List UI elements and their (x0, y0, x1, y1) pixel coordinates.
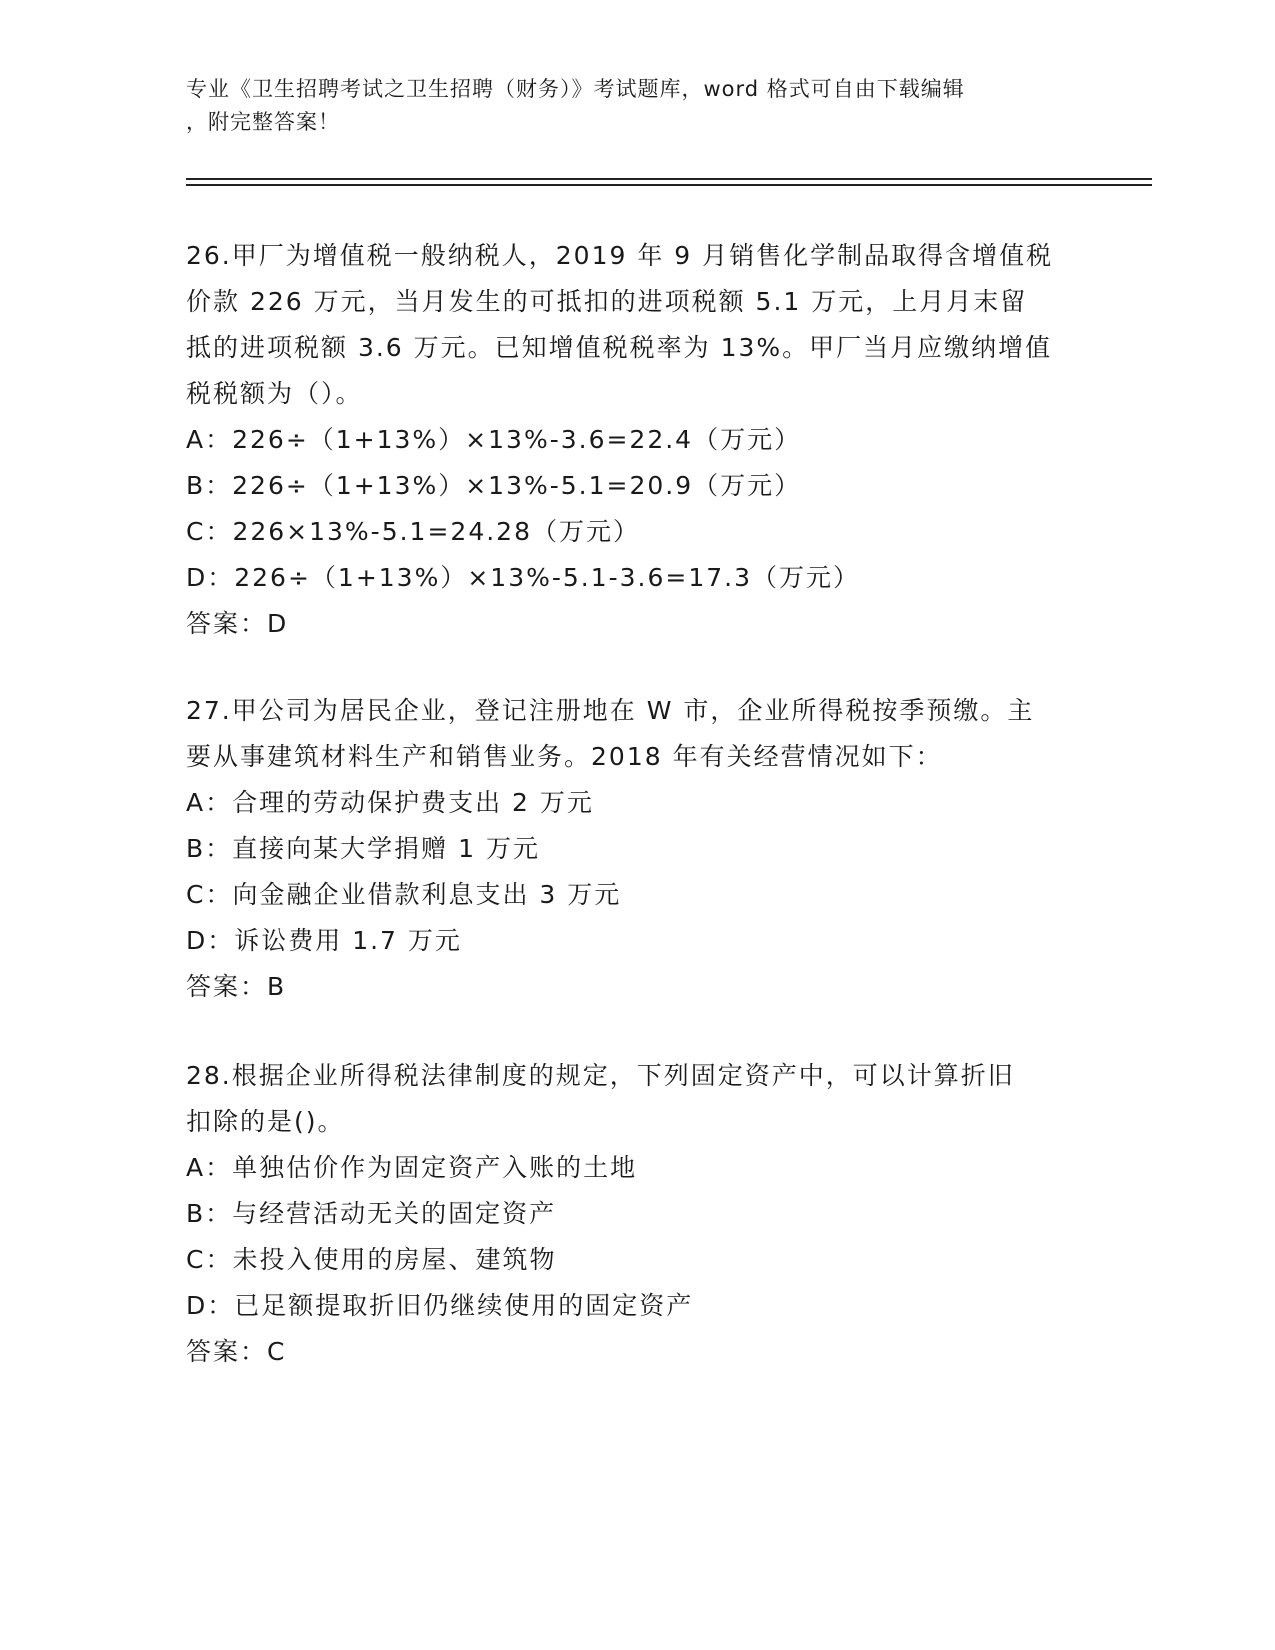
option-a: A：单独估价作为固定资产入账的土地 (186, 1153, 638, 1182)
intro-line: 专业《卫生招聘考试之卫生招聘（财务）》考试题库，word 格式可自由下载编辑 (186, 77, 965, 101)
question-28 (186, 1053, 1086, 1375)
option-b: B：226÷（1+13%）×13%-5.1=20.9（万元） (186, 471, 802, 500)
question-stem: 28.根据企业所得税法律制度的规定，下列固定资产中，可以计算折旧 (186, 1061, 1015, 1090)
question-stem: 价款 226 万元，当月发生的可抵扣的进项税额 5.1 万元，上月月末留 (186, 287, 1028, 316)
question-stem: 27.甲公司为居民企业，登记注册地在 W 市，企业所得税按季预缴。主 (186, 696, 1035, 725)
option-d: D：已足额提取折旧仍继续使用的固定资产 (186, 1291, 694, 1320)
option-d: D：诉讼费用 1.7 万元 (186, 926, 462, 955)
answer-label: 答案：B (186, 972, 287, 1001)
question-stem: 要从事建筑材料生产和销售业务。2018 年有关经营情况如下： (186, 742, 943, 771)
option-c: C：未投入使用的房屋、建筑物 (186, 1245, 557, 1274)
answer-label: 答案：D (186, 609, 289, 638)
question-stem: 26.甲厂为增值税一般纳税人，2019 年 9 月销售化学制品取得含增值税 (186, 241, 1054, 270)
option-c: C：226×13%-5.1=24.28（万元） (186, 517, 640, 546)
question-27 (186, 688, 1086, 1010)
option-b: B：直接向某大学捐赠 1 万元 (186, 834, 540, 863)
header-divider (186, 178, 1152, 180)
option-d: D：226÷（1+13%）×13%-5.1-3.6=17.3（万元） (186, 563, 861, 592)
intro-line: ，附完整答案！ (186, 110, 340, 134)
option-b: B：与经营活动无关的固定资产 (186, 1199, 557, 1228)
option-a: A：合理的劳动保护费支出 2 万元 (186, 788, 594, 817)
question-stem: 扣除的是()。 (186, 1107, 345, 1136)
option-a: A：226÷（1+13%）×13%-3.6=22.4（万元） (186, 425, 802, 454)
question-stem: 抵的进项税额 3.6 万元。已知增值税税率为 13%。甲厂当月应缴纳增值 (186, 333, 1053, 362)
header-divider (186, 184, 1152, 186)
answer-label: 答案：C (186, 1337, 287, 1366)
intro-text (186, 73, 1066, 139)
question-26 (186, 233, 1086, 647)
question-stem: 税税额为（）。 (186, 379, 363, 408)
option-c: C：向金融企业借款利息支出 3 万元 (186, 880, 622, 909)
